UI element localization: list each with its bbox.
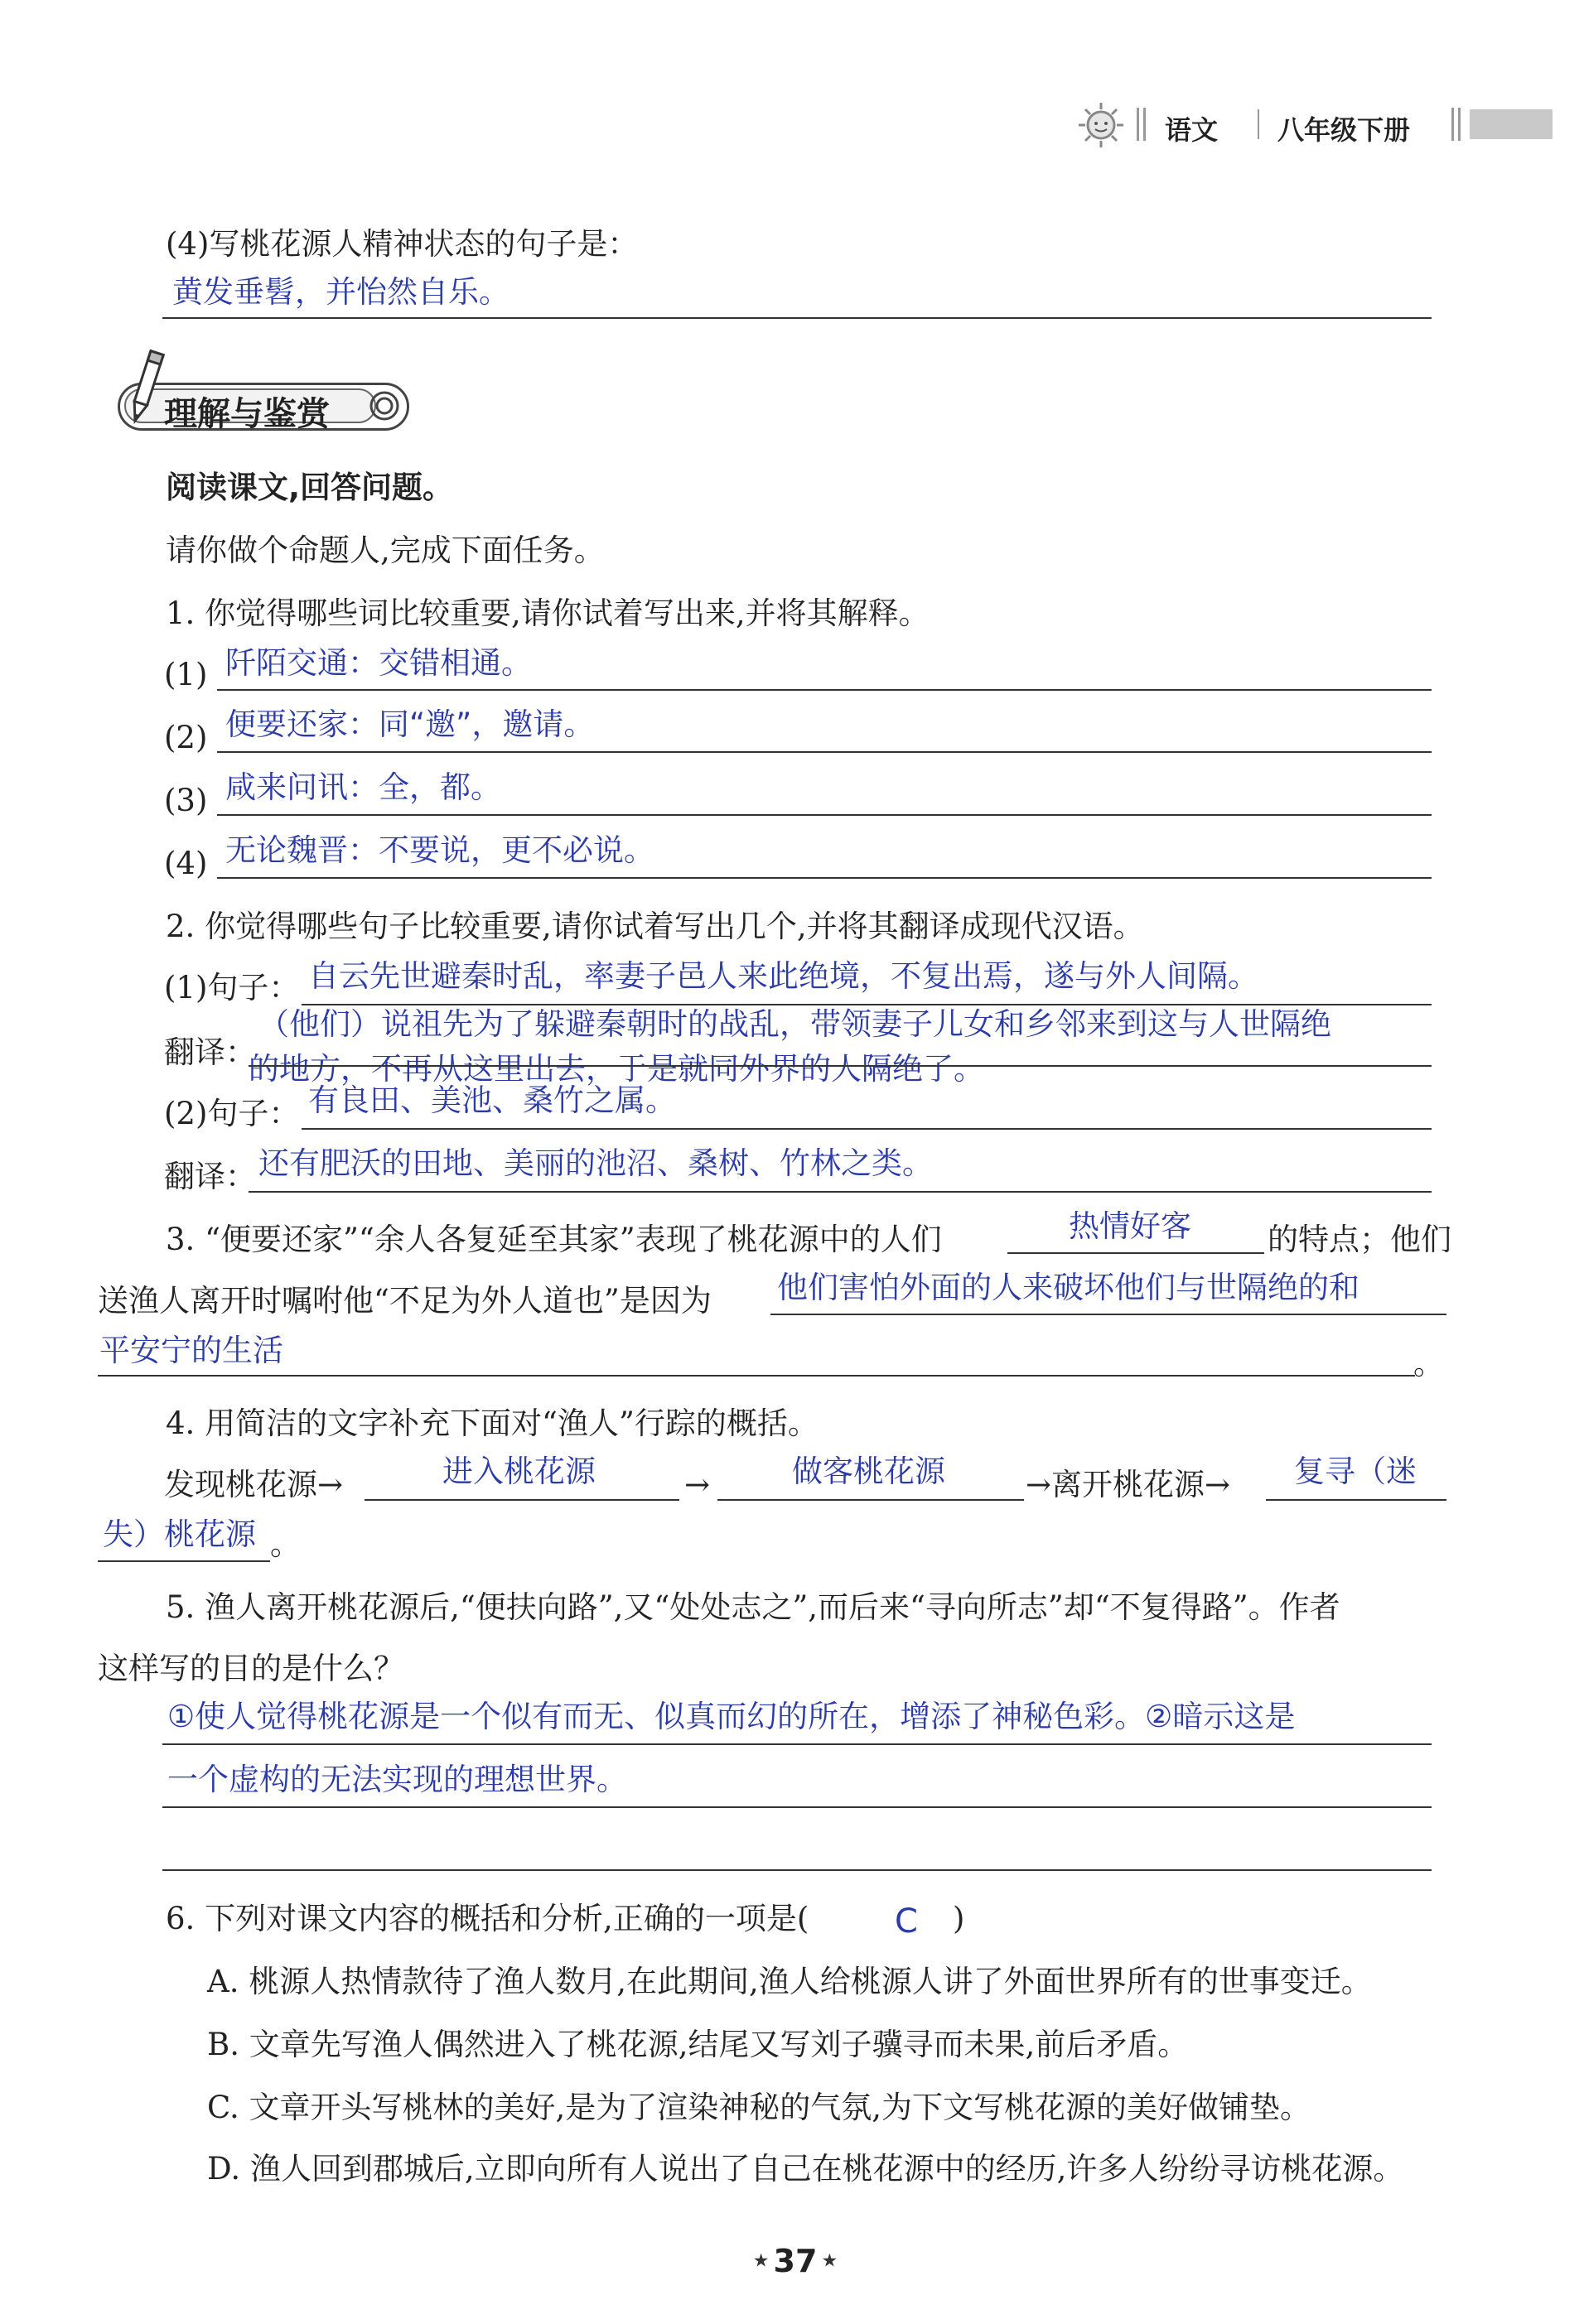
- q5-prompt: 这样写的目的是什么？: [98, 1651, 404, 1686]
- answer-line: [302, 1128, 1432, 1130]
- q4-blank-3-answer: 复寻（迷: [1294, 1454, 1417, 1489]
- answer-line: [249, 1065, 1432, 1067]
- q2-translation-answer: 还有肥沃的田地、美丽的池沼、桑树、竹林之类。: [258, 1145, 933, 1181]
- q4-blank-2-answer: 做客桃花源: [792, 1454, 945, 1489]
- blank-line: [365, 1499, 679, 1501]
- q2-sentence-label: (1)句子：: [164, 970, 300, 1005]
- answer-line: [249, 1191, 1432, 1193]
- blank-line: [717, 1499, 1024, 1501]
- q2-sentence-label: (2)句子：: [164, 1096, 300, 1131]
- header-grade: 八年级下册: [1277, 114, 1411, 146]
- q4-end-mark: 。: [270, 1526, 301, 1562]
- q2-translation-answer: （他们）说祖先为了躲避秦朝时的战乱，带领妻子儿女和乡邻来到这与人世隔绝: [258, 1006, 1331, 1042]
- header-divider: [1143, 108, 1146, 141]
- q-prev-answer: 黄发垂髫，并怡然自乐。: [172, 274, 509, 310]
- blank-line: [98, 1375, 1415, 1377]
- q3-end-mark: 。: [1413, 1346, 1444, 1381]
- header-divider: [1137, 108, 1139, 141]
- q4-prompt: 4. 用简洁的文字补充下面对“渔人”行踪的概括。: [166, 1405, 819, 1441]
- blank-line: [1007, 1252, 1264, 1254]
- answer-line: [217, 689, 1432, 691]
- answer-line: [162, 1806, 1432, 1808]
- q1-item-answer: 便要还家：同“邀”，邀请。: [225, 706, 595, 742]
- q1-item-num: (4): [164, 846, 208, 881]
- q3-prompt-part2: 的特点；他们: [1268, 1222, 1451, 1257]
- q6-option: C. 文章开头写桃林的美好,是为了渲染神秘的气氛,为下文写桃花源的美好做铺垫。: [207, 2090, 1311, 2125]
- q3-blank-2-answer: 平安宁的生活: [99, 1333, 283, 1368]
- q2-sentence-answer: 自云先世避秦时乱，率妻子邑人来此绝境，不复出焉，遂与外人间隔。: [308, 958, 1258, 994]
- q1-item-answer: 咸来问讯：全，都。: [225, 769, 501, 805]
- intro-line-1: 阅读课文,回答问题。: [166, 470, 454, 505]
- page-number: 37: [773, 2243, 818, 2279]
- q3-prompt-part1: 3. “便要还家”“余人各复延至其家”表现了桃花源中的人们: [166, 1222, 942, 1257]
- q4-arrow: →: [684, 1467, 711, 1502]
- q2-translation-label: 翻译：: [164, 1034, 256, 1070]
- sun-mascot-icon: [1077, 101, 1125, 149]
- page-header: [1069, 98, 1557, 156]
- q2-sentence-answer: 有良田、美池、桑竹之属。: [308, 1082, 676, 1118]
- section-badge: [106, 346, 418, 437]
- header-divider: [1451, 108, 1454, 141]
- q4-start: 发现桃花源→: [164, 1467, 344, 1502]
- q-prev-prompt: (4)写桃花源人精神状态的句子是：: [166, 226, 639, 262]
- answer-line: [302, 1004, 1432, 1005]
- section-title: 理解与鉴赏: [164, 395, 330, 433]
- target-ring-icon: [368, 389, 401, 422]
- q6-option: B. 文章先写渔人偶然进入了桃花源,结尾又写刘子骥寻而未果,前后矛盾。: [207, 2027, 1189, 2062]
- q1-item-num: (3): [164, 783, 208, 818]
- answer-line: [217, 877, 1432, 879]
- header-subject: 语文: [1165, 114, 1219, 146]
- header-divider: [1258, 109, 1259, 139]
- star-icon: ★: [752, 2250, 770, 2272]
- header-bar-decoration: [1470, 109, 1553, 139]
- q6-close-paren: ): [953, 1901, 965, 1936]
- pencil-icon: [121, 346, 171, 429]
- q2-translation-label: 翻译：: [164, 1159, 256, 1194]
- q5-answer: ①使人觉得桃花源是一个似有而无、似真而幻的所在，增添了神秘色彩。②暗示这是: [167, 1699, 1296, 1734]
- q1-item-answer: 无论魏晋：不要说，更不必说。: [225, 832, 654, 868]
- blank-line: [770, 1314, 1446, 1315]
- header-divider: [1458, 108, 1461, 141]
- q6-answer: C: [895, 1902, 918, 1941]
- q1-prompt: 1. 你觉得哪些词比较重要,请你试着写出来,并将其解释。: [166, 595, 930, 631]
- intro-line-2: 请你做个命题人,完成下面任务。: [166, 533, 605, 568]
- q1-item-answer: 阡陌交通：交错相通。: [225, 645, 532, 681]
- q6-option: A. 桃源人热情款待了渔人数月,在此期间,渔人给桃源人讲了外面世界所有的世事变迁。: [207, 1964, 1372, 1999]
- q1-item-num: (2): [164, 720, 208, 755]
- answer-line: [217, 814, 1432, 816]
- q6-option: D. 渔人回到郡城后,立即向所有人说出了自己在桃花源中的经历,许多人纷纷寻访桃花源。: [207, 2151, 1404, 2187]
- q3-blank-1-answer: 热情好客: [1069, 1208, 1191, 1244]
- q2-prompt: 2. 你觉得哪些句子比较重要,请你试着写出几个,并将其翻译成现代汉语。: [166, 909, 1144, 944]
- q5-answer: 一个虚构的无法实现的理想世界。: [167, 1762, 627, 1797]
- q4-blank-3-answer: 失）桃花源: [103, 1516, 256, 1552]
- answer-line: [217, 751, 1432, 753]
- q5-prompt: 5. 渔人离开桃花源后,“便扶向路”,又“处处志之”,而后来“寻向所志”却“不复得路”。作者: [166, 1589, 1340, 1625]
- answer-line: [162, 1869, 1432, 1871]
- q3-prompt-part3: 送渔人离开时嘱咐他“不足为外人道也”是因为: [98, 1283, 712, 1319]
- q3-blank-2-answer: 他们害怕外面的人来破坏他们与世隔绝的和: [777, 1270, 1359, 1305]
- q2-translation-answer: 的地方，不再从这里出去，于是就同外界的人隔绝了。: [249, 1051, 984, 1087]
- q6-prompt: 6. 下列对课文内容的概括和分析,正确的一项是(: [166, 1901, 809, 1936]
- blank-line: [1266, 1499, 1446, 1501]
- star-icon: ★: [821, 2250, 838, 2272]
- q4-mid: →离开桃花源→: [1026, 1467, 1231, 1502]
- answer-line: [162, 1743, 1432, 1745]
- answer-line: [162, 317, 1432, 319]
- q4-blank-1-answer: 进入桃花源: [442, 1454, 596, 1489]
- q1-item-num: (1): [164, 657, 208, 692]
- blank-line: [98, 1560, 270, 1562]
- page-footer: [721, 2243, 870, 2284]
